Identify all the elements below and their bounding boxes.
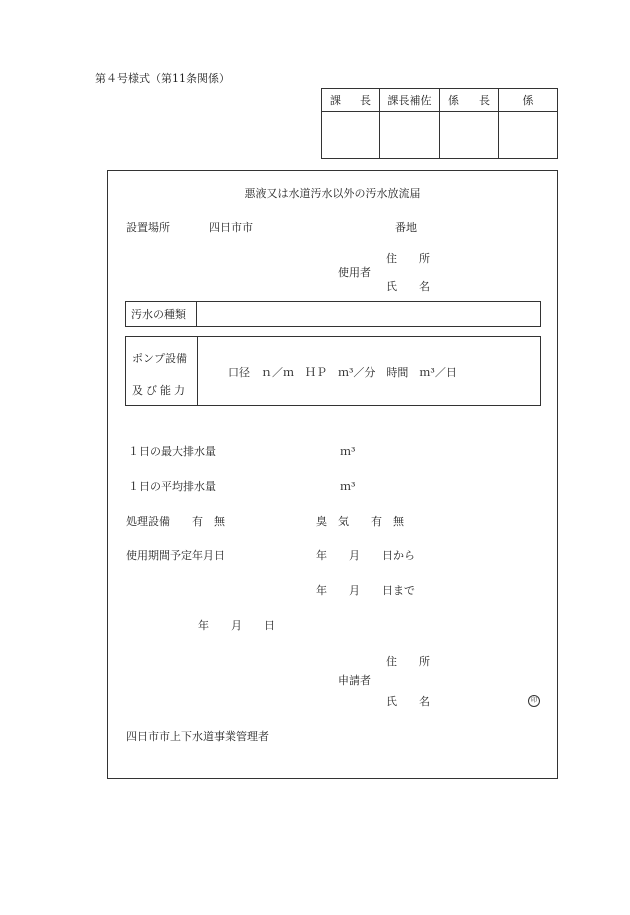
form-number: 第４号様式（第11条関係） [95,72,230,85]
applicant-address-label: 住 所 [386,655,430,668]
usage-period-label: 使用期間予定年月日 [126,549,225,562]
avg-discharge-unit: ｍ³ [340,480,356,493]
odor-label: 臭 気 有 無 [316,515,404,528]
pump-box [125,336,541,406]
approval-seal-cell[interactable] [380,112,440,159]
location-city: 四日市市 [209,221,253,234]
location-suffix: 番地 [395,221,417,234]
sewage-type-field[interactable] [197,302,540,326]
approval-header-subsection-chief: 係 長 [448,94,490,107]
max-discharge-unit: ｍ³ [340,445,356,458]
user-name-label: 氏 名 [386,280,430,293]
location-label: 設置場所 [126,221,170,234]
sewage-type-box [125,301,541,327]
approval-header-staff: 係 [499,89,558,112]
approval-seal-cell[interactable] [322,112,380,159]
treatment-label: 処理設備 有 無 [126,515,225,528]
seal-mark-icon: 印 [528,695,540,707]
approval-seal-cell[interactable] [440,112,499,159]
pump-spec: 口径 ｎ／ｍ ＨＰ ｍ³／分 時間 ｍ³／日 [228,366,457,379]
user-address-label: 住 所 [386,252,430,265]
max-discharge-label: １日の最大排水量 [128,445,216,458]
approval-header-deputy-chief: 課長補佐 [380,89,440,112]
applicant-name-label: 氏 名 [386,695,430,708]
pump-label-line1: ポンプ設備 [132,352,187,365]
user-label: 使用者 [338,266,371,279]
addressee: 四日市市上下水道事業管理者 [126,730,269,743]
approval-header-section-chief: 課 長 [330,94,371,107]
approval-seal-cell[interactable] [499,112,558,159]
pump-spec-field[interactable] [198,337,540,405]
approval-stamp-table [321,88,558,159]
form-frame [107,170,558,779]
form-title: 悪液又は水道汚水以外の汚水放流届 [244,187,421,200]
pump-label-line2: 及び能力 [132,384,188,397]
submission-date: 年 月 日 [198,619,275,632]
usage-period-to: 年 月 日まで [316,584,415,597]
applicant-label: 申請者 [338,674,371,687]
avg-discharge-label: １日の平均排水量 [128,480,216,493]
sewage-type-label: 汚水の種類 [126,302,197,326]
usage-period-from: 年 月 日から [316,549,415,562]
